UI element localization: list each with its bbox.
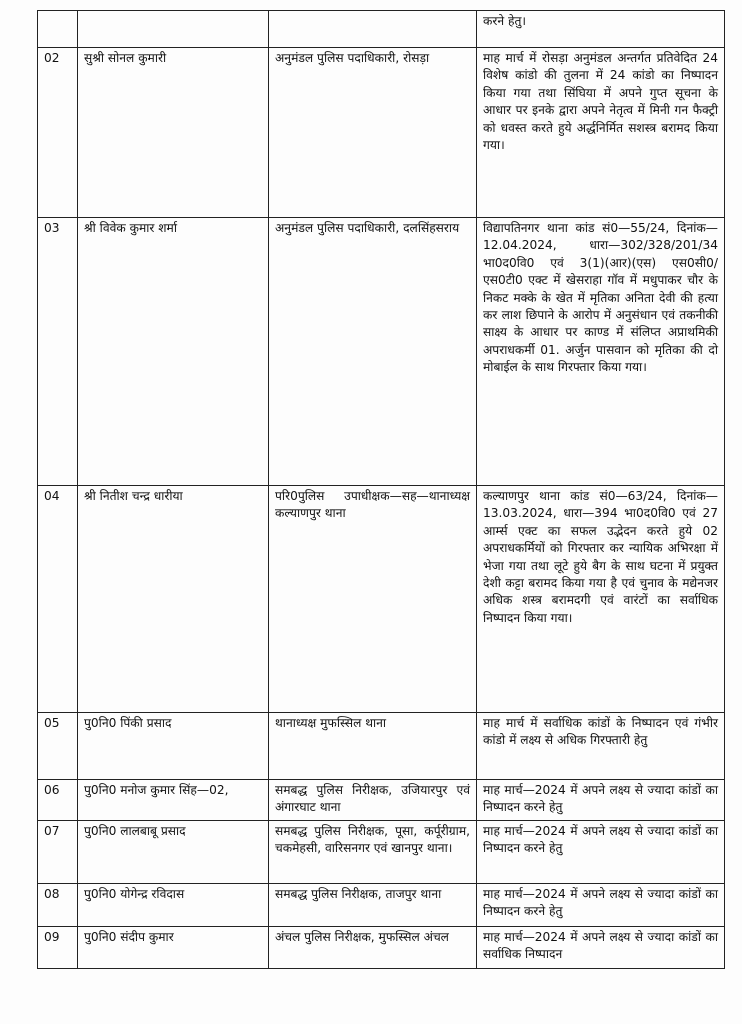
designation-cell: परि0पुलिस उपाधीक्षक—सह—थानाध्यक्ष कल्याणपुर थाना — [269, 486, 477, 713]
designation-cell — [269, 11, 477, 48]
achievement-cell: करने हेतु। — [477, 11, 725, 48]
serial-number-cell: 08 — [38, 883, 78, 926]
table-row — [38, 486, 725, 713]
serial-number-cell: 05 — [38, 713, 78, 780]
table-row — [38, 11, 725, 48]
serial-number-cell: 04 — [38, 486, 78, 713]
serial-number-cell: 03 — [38, 218, 78, 486]
serial-number-cell: 06 — [38, 780, 78, 821]
officer-name-cell: पु0नि0 पिंकी प्रसाद — [78, 713, 269, 780]
officer-name-cell: सुश्री सोनल कुमारी — [78, 48, 269, 218]
designation-cell: समबद्ध पुलिस निरीक्षक, ताजपुर थाना — [269, 883, 477, 926]
officer-name-cell: श्री विवेक कुमार शर्मा — [78, 218, 269, 486]
officer-name-cell: श्री नितीश चन्द्र धारीया — [78, 486, 269, 713]
awards-table — [37, 10, 725, 969]
achievement-cell: माह मार्च—2024 में अपने लक्ष्य से ज्यादा कांडों का सर्वाधिक निष्पादन — [477, 926, 725, 968]
achievement-cell: कल्याणपुर थाना कांड सं0—63/24, दिनांक—13.03.2024, धारा—394 भा0द0वि0 एवं 27 आर्म्स एक्ट का सफल उद्भेदन करते हुये 02 अपराधकर्मियों को गिरफ्तार कर न्यायिक अभिरक्षा में भेजा गया तथा लूटे हुये बैग के साथ घटना में प्रयुक्त देशी कट्टा बरामद किया गया है एवं चुनाव के मद्येनजर अधिक शस्त्र बरामदगी एवं वारंटों का सर्वाधिक निष्पादन किया गया। — [477, 486, 725, 713]
designation-cell: अंचल पुलिस निरीक्षक, मुफस्सिल अंचल — [269, 926, 477, 968]
table-row — [38, 713, 725, 780]
serial-number-cell: 02 — [38, 48, 78, 218]
achievement-cell: माह मार्च—2024 में अपने लक्ष्य से ज्यादा कांडों का निष्पादन करने हेतु — [477, 780, 725, 821]
officer-name-cell: पु0नि0 मनोज कुमार सिंह—02, — [78, 780, 269, 821]
achievement-cell: माह मार्च—2024 में अपने लक्ष्य से ज्यादा कांडों का निष्पादन करने हेतु — [477, 820, 725, 883]
officer-name-cell — [78, 11, 269, 48]
serial-number-cell: 07 — [38, 820, 78, 883]
table-row — [38, 218, 725, 486]
officer-name-cell: पु0नि0 लालबाबू प्रसाद — [78, 820, 269, 883]
designation-cell: अनुमंडल पुलिस पदाधिकारी, दलसिंहसराय — [269, 218, 477, 486]
achievement-cell: विद्यापतिनगर थाना कांड सं0—55/24, दिनांक—12.04.2024, धारा—302/328/201/34 भा0द0वि0 एवं 3(1)(आर)(एस) एस0सी0/एस0टी0 एक्ट में खेसराहा गॉव में मधुपाकर चौर के निकट मक्के के खेत में मृतिका अनिता देवी की हत्या कर लाश छिपाने के आरोप में अनुसंधान एवं तकनीकी साक्ष्य के आधार पर काण्ड में संलिप्त अप्राथमिकी अपराधकर्मी 01. अर्जुन पासवान को मृतिका की दो मोबाईल के साथ गिरफ्तार किया गया। — [477, 218, 725, 486]
officer-name-cell: पु0नि0 संदीप कुमार — [78, 926, 269, 968]
table-row — [38, 883, 725, 926]
table-row — [38, 780, 725, 821]
achievement-cell: माह मार्च में सर्वाधिक कांडों के निष्पादन एवं गंभीर कांडो में लक्ष्य से अधिक गिरफ्तारी हेतु — [477, 713, 725, 780]
officer-name-cell: पु0नि0 योगेन्द्र रविदास — [78, 883, 269, 926]
achievement-cell: माह मार्च में रोसड़ा अनुमंडल अन्तर्गत प्रतिवेदित 24 विशेष कांडो की तुलना में 24 कांडो का निष्पादन किया गया तथा सिंघिया में अपने गुप्त सूचना के आधार पर इनके द्वारा अपने नेतृत्व में मिनी गन फैक्ट्री को धवस्त करते हुये अर्द्धनिर्मित सशस्त्र बरामद किया गया। — [477, 48, 725, 218]
table-row — [38, 926, 725, 968]
designation-cell: समबद्ध पुलिस निरीक्षक, उजियारपुर एवं अंगारघाट थाना — [269, 780, 477, 821]
designation-cell: थानाध्यक्ष मुफस्सिल थाना — [269, 713, 477, 780]
designation-cell: अनुमंडल पुलिस पदाधिकारी, रोसड़ा — [269, 48, 477, 218]
serial-number-cell — [38, 11, 78, 48]
achievement-cell: माह मार्च—2024 में अपने लक्ष्य से ज्यादा कांडों का निष्पादन करने हेतु — [477, 883, 725, 926]
table-row — [38, 820, 725, 883]
serial-number-cell: 09 — [38, 926, 78, 968]
designation-cell: समबद्ध पुलिस निरीक्षक, पूसा, कर्पूरीग्राम, चकमेहसी, वारिसनगर एवं खानपुर थाना। — [269, 820, 477, 883]
table-row — [38, 48, 725, 218]
